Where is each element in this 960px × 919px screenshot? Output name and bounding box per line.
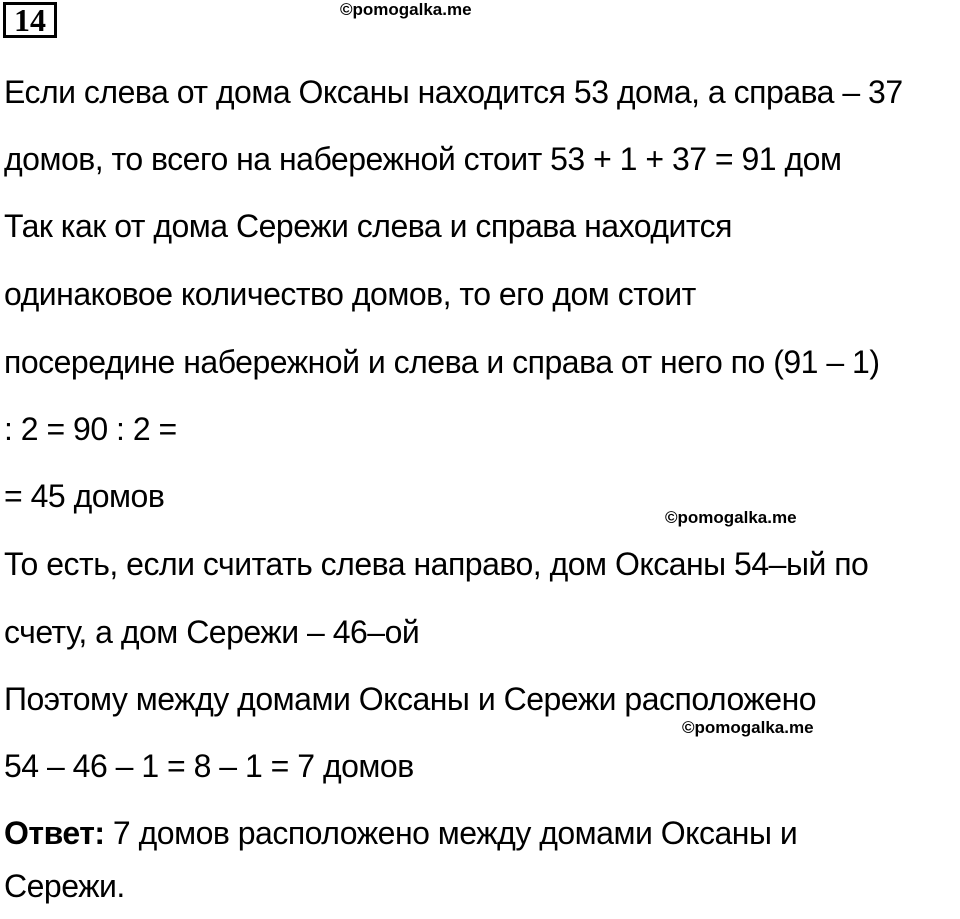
watermark-top: ©pomogalka.me xyxy=(340,0,472,19)
answer-text: 7 домов расположено между домами Оксаны и xyxy=(104,815,798,851)
solution-line: счету, а дом Сережи – 46–ой xyxy=(4,614,420,650)
answer-continuation: Сережи. xyxy=(4,868,125,904)
solution-line: Если слева от дома Оксаны находится 53 дома, а справа – 37 xyxy=(4,74,903,110)
solution-line: Так как от дома Сережи слева и справа находится xyxy=(4,208,732,244)
watermark-lower: ©pomogalka.me xyxy=(682,718,814,737)
watermark-middle: ©pomogalka.me xyxy=(665,508,797,527)
solution-line: Поэтому между домами Оксаны и Сережи расположено xyxy=(4,681,817,717)
solution-line: 54 – 46 – 1 = 8 – 1 = 7 домов xyxy=(4,748,414,784)
solution-line: То есть, если считать слева направо, дом Оксаны 54–ый по xyxy=(4,546,869,582)
solution-line: : 2 = 90 : 2 = xyxy=(4,411,177,447)
solution-line: посередине набережной и слева и справа от него по (91 – 1) xyxy=(4,344,880,380)
solution-line: одинаковое количество домов, то его дом стоит xyxy=(4,276,696,312)
answer-label: Ответ: xyxy=(4,815,105,851)
solution-line: домов, то всего на набережной стоит 53 + 1 + 37 = 91 дом xyxy=(4,141,842,177)
answer-line xyxy=(4,813,797,853)
solution-line: = 45 домов xyxy=(4,478,165,514)
task-number-box: 14 xyxy=(3,2,57,38)
